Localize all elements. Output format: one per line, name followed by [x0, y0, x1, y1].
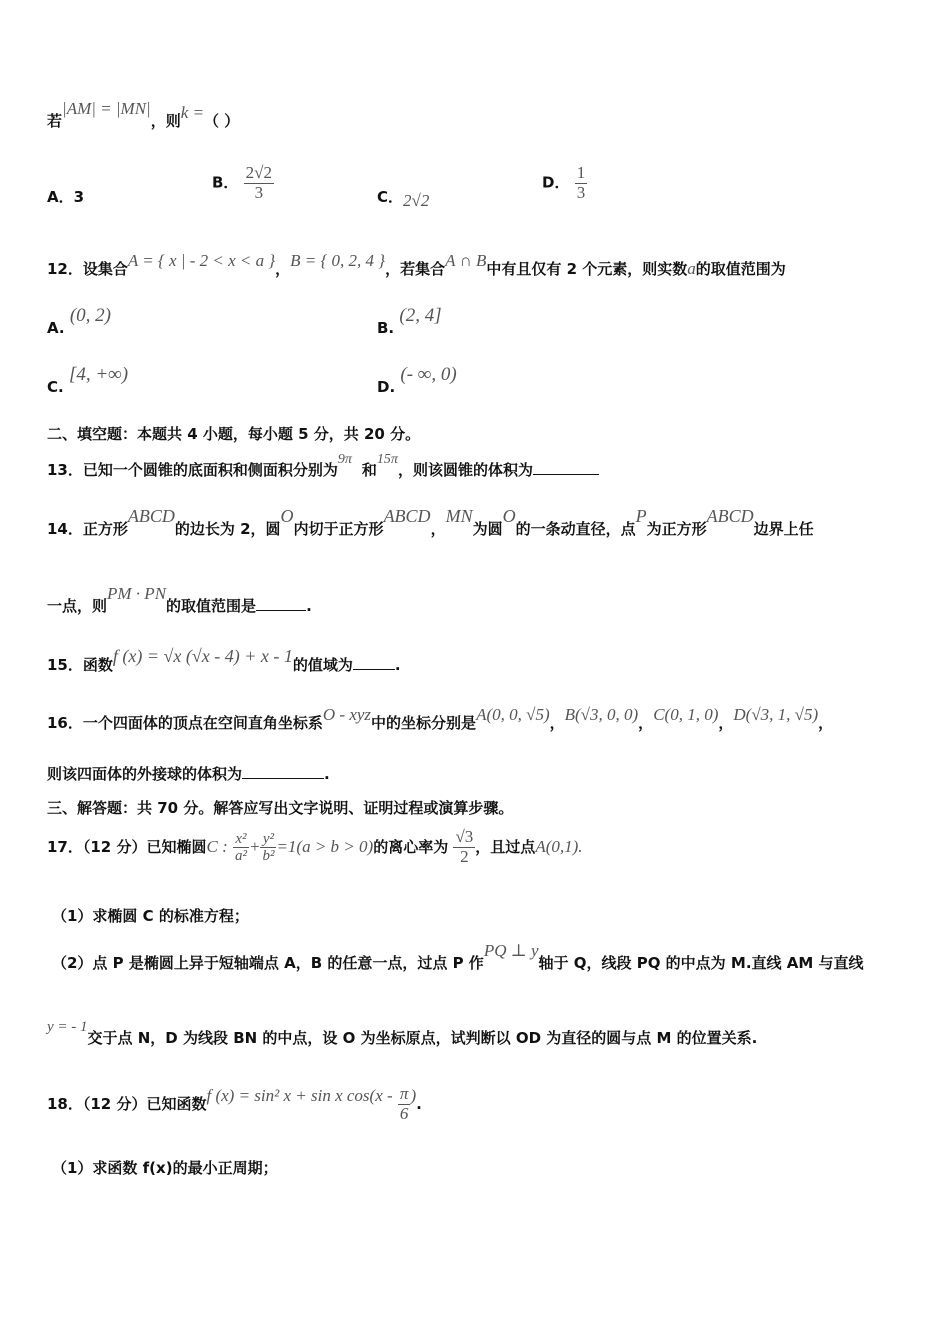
- q16-text: 中的坐标分别是: [371, 714, 477, 732]
- q17-stem: [47, 823, 583, 871]
- fraction-numerator: 2√2: [245, 163, 273, 182]
- plus-sign: +: [248, 837, 261, 856]
- q17-x-fraction: [233, 831, 249, 865]
- q18-sub1: （1）求函数 f(x)的最小正周期；: [52, 1159, 278, 1177]
- q17-yline: y = - 1: [47, 1019, 88, 1035]
- q11-condition-line: [47, 99, 240, 131]
- option-letter: D.: [377, 378, 396, 396]
- q17-rhs: =1(a > b > 0): [276, 837, 374, 856]
- q14-o: O: [502, 506, 516, 526]
- answer-blank[interactable]: [353, 669, 395, 670]
- q13-v1: 9π: [337, 452, 352, 467]
- fraction-denominator: 6: [399, 1104, 409, 1123]
- option-value: 2√2: [403, 191, 430, 210]
- q17-text: 交于点 N，D 为线段 BN 的中点，设 O 为坐标原点，试判断以 OD 为直径的圆与点 M 的位置关系.: [87, 1029, 758, 1047]
- q18-fraction: [398, 1085, 411, 1123]
- q16-line2: [47, 763, 330, 784]
- option-letter: D．: [542, 173, 570, 192]
- q12-option-a: [47, 305, 111, 339]
- q18-function: f (x) = sin² x + sin x cos(x -: [206, 1086, 393, 1105]
- q11-cond-math: |AM| = |MN|: [62, 99, 151, 118]
- q12-tail: 的取值范围为: [695, 260, 786, 278]
- separator: ，: [718, 714, 734, 732]
- close-paren: ): [410, 1086, 417, 1105]
- fraction-denominator: 2: [460, 847, 469, 866]
- fraction-numerator: x²: [233, 831, 249, 849]
- fraction-numerator: √3: [455, 827, 474, 847]
- answer-blank[interactable]: [533, 474, 599, 475]
- fraction-denominator: 3: [576, 182, 586, 202]
- q12-stem: [47, 251, 786, 279]
- q17-text: 的离心率为: [373, 838, 449, 856]
- q11-option-d: [542, 164, 587, 202]
- q17-c-label: C :: [206, 837, 228, 856]
- separator: ，: [818, 714, 834, 732]
- q13-v2: 15π: [376, 452, 398, 467]
- q11-option-c: [377, 186, 430, 210]
- q17-point: A(0,1).: [535, 837, 583, 856]
- separator: ，: [275, 260, 291, 278]
- q12-option-b: [377, 305, 442, 339]
- q17-text: ，且过点: [475, 838, 536, 856]
- fraction-numerator: 1: [576, 163, 586, 182]
- q14-dot-product: PM · PN: [107, 584, 167, 603]
- fraction-numerator: y²: [260, 831, 276, 849]
- q13-tail: ，则该圆锥的体积为: [397, 461, 533, 479]
- q14-text: 的取值范围是: [166, 597, 257, 615]
- q16-text: 16．一个四面体的顶点在空间直角坐标系: [47, 714, 323, 732]
- q15-function: f (x) = √x (√x - 4) + x - 1: [112, 646, 293, 666]
- q15: [47, 646, 401, 675]
- q18-text: 18．（12 分）已知函数: [47, 1095, 207, 1113]
- option-fraction: [244, 164, 274, 202]
- q12-option-d: [377, 364, 457, 398]
- q14-text: 内切于正方形: [293, 520, 384, 538]
- q14-text: 一点，则: [47, 597, 108, 615]
- q16-text: 则该四面体的外接球的体积为: [47, 765, 243, 783]
- q11-option-a: [47, 186, 84, 207]
- option-fraction: [575, 164, 588, 202]
- q14-abcd: ABCD: [706, 506, 754, 526]
- q16-point-c: C(0, 1, 0): [653, 705, 719, 724]
- option-letter: A．: [47, 188, 74, 206]
- q16-system: O - xyz: [322, 705, 372, 724]
- q17-text: （2）点 P 是椭圆上异于短轴端点 A，B 的任意一点，过点 P 作: [52, 954, 484, 972]
- q12-text: 中有且仅有 2 个元素，则实数: [486, 260, 688, 278]
- option-value: (- ∞, 0): [400, 364, 457, 385]
- q14-text: ，: [430, 520, 446, 538]
- option-value: (0, 2): [69, 305, 111, 326]
- q17-pq: PQ ⊥ y: [483, 941, 539, 960]
- q15-end: .: [394, 656, 401, 674]
- q14-mn: MN: [445, 506, 473, 526]
- q16-end: .: [324, 765, 330, 783]
- q17-eccentricity: [453, 828, 475, 866]
- option-letter: A.: [47, 319, 65, 337]
- q14-text: 边界上任: [753, 520, 814, 538]
- q15-tail: 的值域为: [292, 656, 353, 674]
- option-value: (2, 4]: [399, 305, 442, 326]
- fraction-numerator: π: [399, 1084, 409, 1104]
- q12-option-c: [47, 364, 129, 398]
- option-value: [4, +∞): [68, 364, 129, 385]
- q17-sub2-line1: [52, 941, 864, 973]
- fraction-denominator: 3: [254, 182, 264, 202]
- q18-end: .: [416, 1095, 422, 1113]
- option-letter: B．: [212, 173, 239, 192]
- q17-text: 轴于 Q，线段 PQ 的中点为 M.直线 AM 与直线: [538, 954, 864, 972]
- q12-set-b: B = { 0, 2, 4 }: [290, 251, 386, 270]
- q16-point-a: A(0, 0, √5): [476, 705, 550, 724]
- q14-text: 的边长为 2，圆: [174, 520, 281, 538]
- fraction-denominator: b²: [262, 848, 275, 864]
- q11-option-b: [212, 164, 274, 202]
- q14-text: 的一条动直径，点: [515, 520, 636, 538]
- q14-end: .: [306, 597, 312, 615]
- q17-sub2-line2: [47, 1019, 758, 1048]
- answer-blank[interactable]: [242, 778, 324, 779]
- q11-k: k =: [180, 103, 205, 122]
- answer-blank[interactable]: [256, 610, 306, 611]
- q14-text: 14．正方形: [47, 520, 128, 538]
- q13: [47, 452, 599, 480]
- q18-stem: [47, 1078, 422, 1130]
- q14-line2: [47, 584, 312, 616]
- q13-and: 和: [361, 461, 377, 479]
- option-letter: B.: [377, 319, 395, 337]
- q14-abcd: ABCD: [127, 506, 175, 526]
- q14-text: 为圆: [472, 520, 503, 538]
- fraction-denominator: a²: [234, 848, 247, 864]
- q12-number: 12．设集合: [47, 260, 128, 278]
- q11-paren: （ ）: [204, 112, 240, 130]
- option-value: 3: [73, 188, 85, 206]
- q17-text: 17．（12 分）已知椭圆: [47, 838, 207, 856]
- q16-point-d: D(√3, 1, √5): [733, 705, 819, 724]
- q16-point-b: B(√3, 0, 0): [564, 705, 639, 724]
- q12-intersection: A ∩ B: [445, 251, 487, 270]
- q14-p: P: [635, 506, 647, 526]
- q14-line1: [47, 506, 814, 539]
- q14-text: 为正方形: [646, 520, 707, 538]
- q12-set-a: A = { x | - 2 < x < a }: [127, 251, 276, 270]
- option-letter: C.: [47, 378, 64, 396]
- q17-y-fraction: [260, 831, 276, 865]
- section-2-heading: 二、填空题：本题共 4 小题，每小题 5 分，共 20 分。: [47, 425, 421, 443]
- q15-stem: 15．函数: [47, 656, 113, 674]
- section-3-heading: 三、解答题：共 70 分。解答应写出文字说明、证明过程或演算步骤。: [47, 799, 514, 817]
- option-letter: C．: [377, 188, 404, 206]
- q11-mid: ，则: [150, 112, 181, 130]
- q12-mid: ，若集合: [385, 260, 446, 278]
- q17-sub1: （1）求椭圆 C 的标准方程；: [52, 907, 249, 925]
- q14-o: O: [280, 506, 294, 526]
- separator: ，: [549, 714, 565, 732]
- q14-abcd: ABCD: [383, 506, 431, 526]
- q13-stem: 13．已知一个圆锥的底面积和侧面积分别为: [47, 461, 338, 479]
- q12-var: a: [687, 259, 696, 278]
- q11-prefix: 若: [47, 112, 63, 130]
- separator: ，: [638, 714, 654, 732]
- q16-line1: [47, 705, 834, 733]
